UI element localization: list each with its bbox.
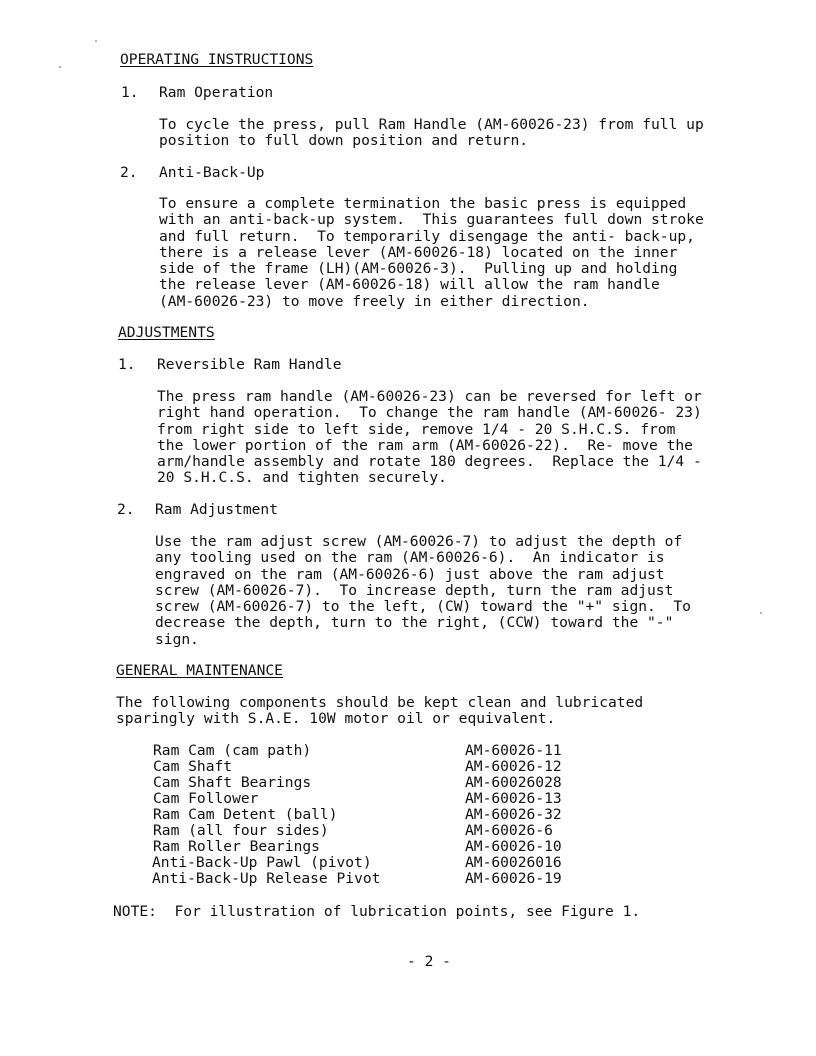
part-number: AM-60026-11 — [465, 742, 562, 759]
item-title-anti-back-up: Anti-Back-Up — [159, 164, 265, 181]
paragraph-anti-back-up: To ensure a complete termination the basic press is equipped with an anti-back-up system. This guarantees full down stroke and full return. To temporarily disengage the anti- back-up, there is a release lever (AM-60026-18) located on the inner side of the frame (LH)(AM-60026-3). Pulling up and holding the release lever (AM-60026-18) will allow the ram handle (AM-60026-23) to move freely in either direction. — [159, 195, 704, 310]
part-number: AM-60026-13 — [465, 790, 562, 807]
section-heading-adjustments: ADJUSTMENTS — [118, 324, 215, 341]
item-number: 1. — [121, 84, 139, 101]
item-number: 2. — [120, 164, 138, 181]
note-text: NOTE: For illustration of lubrication points, see Figure 1. — [113, 903, 641, 920]
part-name: Anti-Back-Up Pawl (pivot) — [152, 854, 372, 871]
section-heading-operating: OPERATING INSTRUCTIONS — [120, 51, 314, 68]
part-number: AM-60026-6 — [465, 822, 553, 839]
section-heading-maintenance: GENERAL MAINTENANCE — [116, 662, 283, 679]
scan-speck — [59, 66, 61, 68]
page-number: - 2 - — [407, 953, 451, 970]
paragraph-ram-operation: To cycle the press, pull Ram Handle (AM-60026-23) from full up position to full down position and return. — [159, 116, 704, 150]
part-name: Cam Shaft Bearings — [153, 774, 312, 791]
part-name: Ram Cam (cam path) — [153, 742, 312, 759]
part-name: Ram Roller Bearings — [153, 838, 320, 855]
item-number: 1. — [118, 356, 136, 373]
item-number: 2. — [117, 501, 135, 518]
paragraph-reversible-ram-handle: The press ram handle (AM-60026-23) can be reversed for left or right hand operation. To change the ram handle (AM-60026- 23) from right side to left side, remove 1/4 - 20 S.H.C.S. from the lower portion of the ram arm (AM-60026-22). Re- move the arm/handle assembly and rotate 180 degrees. Replace the 1/4 - 20 S.H.C.S. and tighten securely. — [157, 388, 702, 487]
part-name: Anti-Back-Up Release Pivot — [152, 870, 381, 887]
part-name: Ram Cam Detent (ball) — [153, 806, 338, 823]
part-number: AM-60026-19 — [465, 870, 562, 887]
part-name: Cam Follower — [153, 790, 259, 807]
scan-speck — [760, 612, 762, 614]
paragraph-maintenance-intro: The following components should be kept clean and lubricated sparingly with S.A.E. 10W motor oil or equivalent. — [116, 694, 644, 728]
part-number: AM-60026028 — [465, 774, 562, 791]
item-title-ram-adjustment: Ram Adjustment — [155, 501, 279, 518]
scan-speck — [95, 40, 97, 42]
part-number: AM-60026-10 — [465, 838, 562, 855]
part-name: Ram (all four sides) — [153, 822, 329, 839]
paragraph-ram-adjustment: Use the ram adjust screw (AM-60026-7) to adjust the depth of any tooling used on the ram (AM-60026-6). An indicator is engraved on the ram (AM-60026-6) just above the ram adjust screw (AM-60026-7). To increase depth, turn the ram adjust screw (AM-60026-7) to the left, (CW) toward the "+" sign. To decrease the depth, turn to the right, (CCW) toward the "-" sign. — [155, 533, 691, 648]
part-number: AM-60026-12 — [465, 758, 562, 775]
item-title-reversible-ram-handle: Reversible Ram Handle — [157, 356, 342, 373]
item-title-ram-operation: Ram Operation — [159, 84, 274, 101]
part-number: AM-60026-32 — [465, 806, 562, 823]
part-number: AM-60026016 — [465, 854, 562, 871]
part-name: Cam Shaft — [153, 758, 233, 775]
